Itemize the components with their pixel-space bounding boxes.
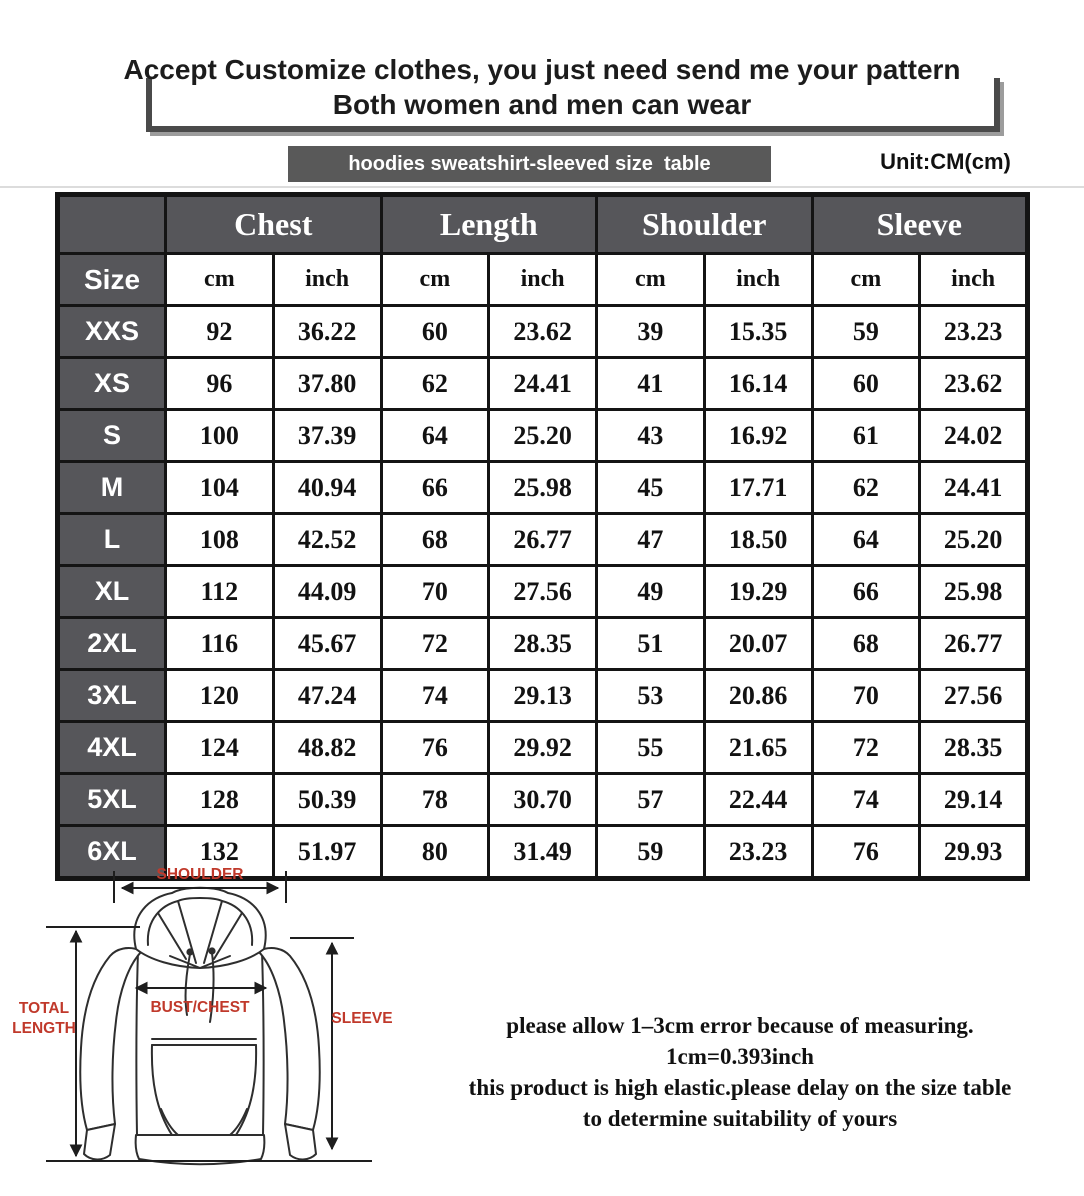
- measurement-cell: 61: [812, 410, 920, 462]
- measurement-cell: 92: [166, 306, 274, 358]
- measurement-cell: 43: [597, 410, 705, 462]
- measurement-cell: 66: [812, 566, 920, 618]
- measurement-cell: 55: [597, 722, 705, 774]
- measurement-cell: 76: [812, 826, 920, 879]
- measurement-cell: 41: [597, 358, 705, 410]
- hoodie-left-sleeve: [80, 948, 142, 1130]
- unit-label: Unit:CM(cm): [880, 149, 1011, 174]
- hoodie-right-sleeve: [258, 948, 320, 1130]
- measurement-cell: 26.77: [920, 618, 1028, 670]
- measurement-cell: 24.02: [920, 410, 1028, 462]
- divider-line: [0, 186, 1084, 188]
- measurement-cell: 23.23: [920, 306, 1028, 358]
- measurement-cell: 39: [597, 306, 705, 358]
- measurement-cell: 36.22: [273, 306, 381, 358]
- table-row: [58, 774, 1028, 826]
- unit-header: inch: [920, 254, 1028, 306]
- group-header-chest: Chest: [166, 195, 382, 254]
- measurement-cell: 29.14: [920, 774, 1028, 826]
- measurement-cell: 48.82: [273, 722, 381, 774]
- measurement-cell: 108: [166, 514, 274, 566]
- measurement-cell: 27.56: [489, 566, 597, 618]
- measurement-cell: 104: [166, 462, 274, 514]
- table-row: [58, 618, 1028, 670]
- measurement-cell: 37.80: [273, 358, 381, 410]
- measurement-cell: 47.24: [273, 670, 381, 722]
- measurement-cell: 26.77: [489, 514, 597, 566]
- measurement-cell: 96: [166, 358, 274, 410]
- size-label: 2XL: [58, 618, 166, 670]
- measurement-cell: 51: [597, 618, 705, 670]
- measurement-cell: 37.39: [273, 410, 381, 462]
- hoodie-left-cuff: [84, 1124, 115, 1159]
- hoodie-hood: [134, 888, 265, 968]
- measurement-cell: 112: [166, 566, 274, 618]
- measurement-cell: 64: [381, 410, 489, 462]
- measurement-cell: 25.98: [920, 566, 1028, 618]
- measurement-cell: 72: [381, 618, 489, 670]
- size-label: 6XL: [58, 826, 166, 879]
- measurement-cell: 17.71: [704, 462, 812, 514]
- shoulder-label: SHOULDER: [156, 866, 244, 883]
- measurement-cell: 30.70: [489, 774, 597, 826]
- note-line3: this product is high elastic.please delay on the size table: [468, 1075, 1012, 1100]
- table-row: [58, 670, 1028, 722]
- group-header-shoulder: Shoulder: [597, 195, 813, 254]
- measurement-cell: 40.94: [273, 462, 381, 514]
- measurement-cell: 24.41: [489, 358, 597, 410]
- total-length-label-line1: TOTAL: [18, 1000, 70, 1017]
- note-line2: 1cm=0.393inch: [666, 1044, 814, 1069]
- measurement-cell: 53: [597, 670, 705, 722]
- note-line4: to determine suitability of yours: [582, 1106, 898, 1131]
- measurement-cell: 57: [597, 774, 705, 826]
- measurement-cell: 70: [381, 566, 489, 618]
- hoodie-diagram: [0, 855, 440, 1196]
- measurement-cell: 70: [812, 670, 920, 722]
- measurement-cell: 74: [812, 774, 920, 826]
- measurement-cell: 42.52: [273, 514, 381, 566]
- size-label: 4XL: [58, 722, 166, 774]
- measurement-cell: 74: [381, 670, 489, 722]
- table-row: [58, 566, 1028, 618]
- size-label: S: [58, 410, 166, 462]
- total-length-label-line2: LENGTH: [12, 1020, 76, 1037]
- measurement-cell: 23.23: [704, 826, 812, 879]
- unit-header: cm: [166, 254, 274, 306]
- table-row: [58, 722, 1028, 774]
- measurement-cell: 78: [381, 774, 489, 826]
- measurement-cell: 45.67: [273, 618, 381, 670]
- measurement-cell: 64: [812, 514, 920, 566]
- measurement-cell: 25.20: [489, 410, 597, 462]
- measurement-cell: 128: [166, 774, 274, 826]
- unit-header: cm: [381, 254, 489, 306]
- measurement-cell: 124: [166, 722, 274, 774]
- measuring-notes: [390, 1010, 1084, 1134]
- measurement-cell: 62: [381, 358, 489, 410]
- headline: [0, 52, 1084, 122]
- measurement-cell: 25.98: [489, 462, 597, 514]
- measurement-cell: 45: [597, 462, 705, 514]
- measurement-cell: 15.35: [704, 306, 812, 358]
- measurement-cell: 28.35: [920, 722, 1028, 774]
- measurement-cell: 23.62: [920, 358, 1028, 410]
- table-title-bar: hoodies sweatshirt-sleeved size table: [288, 146, 771, 182]
- measurement-cell: 31.49: [489, 826, 597, 879]
- corner-cell: [58, 195, 166, 254]
- measurement-cell: 120: [166, 670, 274, 722]
- sleeve-label: SLEEVE: [331, 1010, 393, 1027]
- size-label: L: [58, 514, 166, 566]
- hoodie-right-cuff: [285, 1124, 316, 1159]
- bust-chest-label: BUST/CHEST: [150, 999, 250, 1016]
- table-row: [58, 306, 1028, 358]
- hoodie-hem-band: [136, 1135, 265, 1164]
- size-label: XXS: [58, 306, 166, 358]
- size-table: [55, 192, 1030, 881]
- size-header-cell: Size: [58, 254, 166, 306]
- measurement-cell: 66: [381, 462, 489, 514]
- size-label: 3XL: [58, 670, 166, 722]
- table-row: [58, 410, 1028, 462]
- measurement-cell: 28.35: [489, 618, 597, 670]
- measurement-cell: 76: [381, 722, 489, 774]
- table-row: [58, 358, 1028, 410]
- measurement-cell: 62: [812, 462, 920, 514]
- measurement-cell: 22.44: [704, 774, 812, 826]
- unit-header: cm: [597, 254, 705, 306]
- measurement-cell: 24.41: [920, 462, 1028, 514]
- measurement-cell: 18.50: [704, 514, 812, 566]
- unit-header-row: [58, 254, 1028, 306]
- size-label: M: [58, 462, 166, 514]
- measurement-cell: 21.65: [704, 722, 812, 774]
- measurement-cell: 59: [597, 826, 705, 879]
- unit-header: inch: [704, 254, 812, 306]
- measurement-cell: 116: [166, 618, 274, 670]
- measurement-cell: 29.92: [489, 722, 597, 774]
- size-label: 5XL: [58, 774, 166, 826]
- measurement-cell: 16.92: [704, 410, 812, 462]
- headline-line1: Accept Customize clothes, you just need send me your pattern: [123, 54, 961, 85]
- measurement-cell: 60: [812, 358, 920, 410]
- measurement-cell: 23.62: [489, 306, 597, 358]
- table-row: [58, 514, 1028, 566]
- group-header-sleeve: Sleeve: [812, 195, 1028, 254]
- measurement-cell: 68: [812, 618, 920, 670]
- size-label: XS: [58, 358, 166, 410]
- measurement-cell: 27.56: [920, 670, 1028, 722]
- measurement-cell: 29.93: [920, 826, 1028, 879]
- unit-header: cm: [812, 254, 920, 306]
- measurement-cell: 72: [812, 722, 920, 774]
- measurement-cell: 80: [381, 826, 489, 879]
- note-line1: please allow 1–3cm error because of measuring.: [506, 1013, 974, 1038]
- group-header-length: Length: [381, 195, 597, 254]
- measurement-cell: 68: [381, 514, 489, 566]
- measurement-cell: 44.09: [273, 566, 381, 618]
- hoodie-diagram-svg: [0, 855, 440, 1196]
- measurement-cell: 29.13: [489, 670, 597, 722]
- unit-header: inch: [489, 254, 597, 306]
- measurement-cell: 49: [597, 566, 705, 618]
- hoodie-drawing: [80, 888, 320, 1165]
- table-row: [58, 462, 1028, 514]
- measurement-cell: 100: [166, 410, 274, 462]
- measurement-cell: 25.20: [920, 514, 1028, 566]
- size-label: XL: [58, 566, 166, 618]
- group-header-row: [58, 195, 1028, 254]
- headline-line2: Both women and men can wear: [332, 89, 752, 120]
- measurement-cell: 50.39: [273, 774, 381, 826]
- unit-header: inch: [273, 254, 381, 306]
- measurement-cell: 60: [381, 306, 489, 358]
- measurement-cell: 20.07: [704, 618, 812, 670]
- measurement-cell: 16.14: [704, 358, 812, 410]
- measurement-cell: 59: [812, 306, 920, 358]
- measurement-cell: 20.86: [704, 670, 812, 722]
- measurement-cell: 19.29: [704, 566, 812, 618]
- size-table-body: [58, 306, 1028, 879]
- measurement-cell: 51.97: [273, 826, 381, 879]
- measurement-cell: 47: [597, 514, 705, 566]
- measurement-cell: 132: [166, 826, 274, 879]
